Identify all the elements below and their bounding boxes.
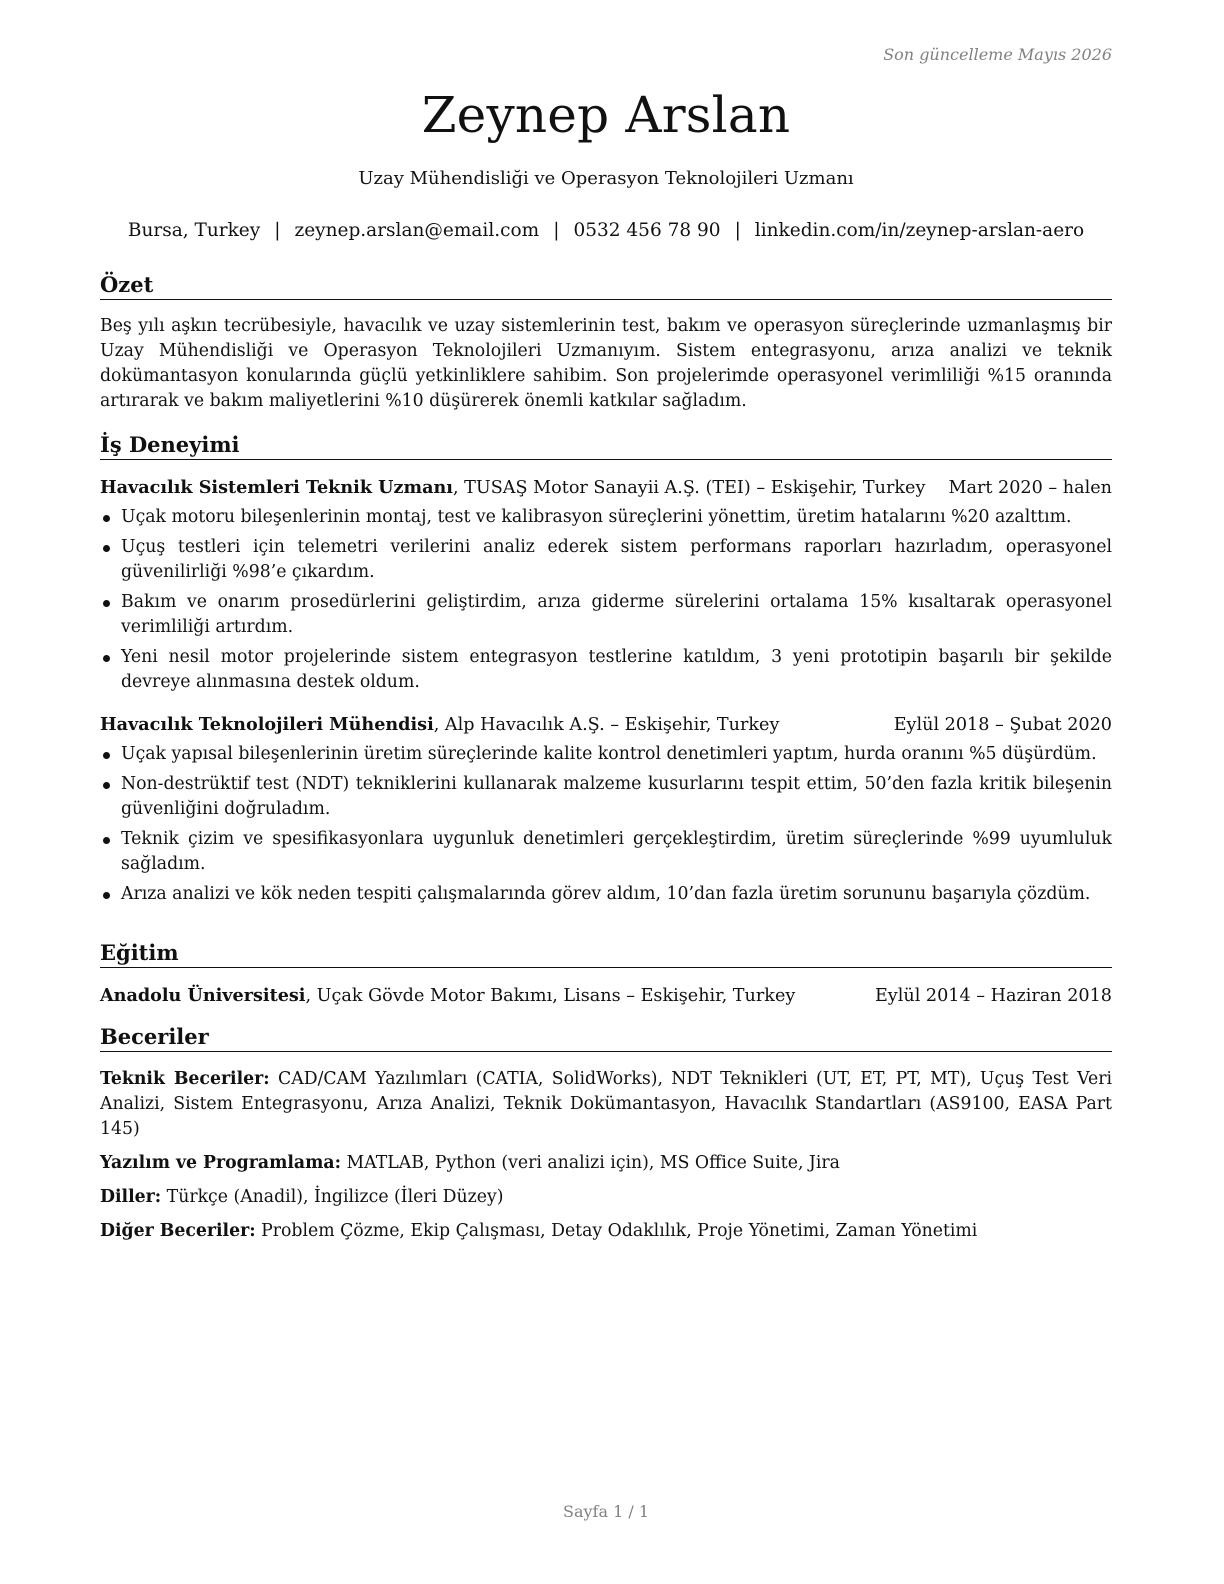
candidate-title: Uzay Mühendisliği ve Operasyon Teknolojileri Uzmanı [358,168,854,189]
job-bullets [100,742,1112,907]
section-title-summary: Özet [100,272,1112,300]
contact-location: Bursa, Turkey [127,220,261,241]
list-item [100,535,1112,585]
bullet-text: Teknik çizim ve spesifikasyonlara uygunluk denetimleri gerçekleştirdim, üretim süreçlerinde %99 uyumluluk sağladım. [121,829,1112,874]
contact-separator: | [274,220,281,241]
education-section [100,940,1112,1009]
candidate-name: Zeynep Arslan [421,86,791,144]
bullet-icon [103,515,110,522]
bullet-text: Arıza analizi ve kök neden tespiti çalışmalarında görev aldım, 10’dan fazla üretim sorununu başarıyla çözdüm. [121,884,1091,904]
bullet-icon [103,837,110,844]
skill-label: Diller: [100,1187,162,1207]
job-role: Havacılık Teknolojileri Mühendisi [100,714,434,735]
bullet-icon [103,782,110,789]
bullet-text: Non-destrüktif test (NDT) tekniklerini kullanarak malzeme kusurlarını tespit ettim, 50’den fazla kritik bileşenin güvenliğini doğruladım. [121,774,1112,819]
list-item [100,742,1112,767]
skill-label: Diğer Beceriler: [100,1221,256,1241]
contact-email[interactable]: zeynep.arslan@email.com [294,220,540,241]
section-title-skills: Beceriler [100,1024,1112,1052]
last-updated: Son güncelleme Mayıs 2026 [883,45,1112,64]
skill-label: Teknik Beceriler: [100,1069,270,1089]
contact-phone[interactable]: 0532 456 78 90 [573,220,721,241]
summary-section [100,272,1112,414]
contact-linkedin[interactable]: linkedin.com/in/zeynep-arslan-aero [754,220,1085,241]
education-school-detail [100,983,795,1009]
contact-separator: | [734,220,741,241]
job-entry [100,475,1112,695]
experience-section [100,432,1112,912]
job-header [100,475,1112,501]
list-item [100,827,1112,877]
skill-line [100,1185,1112,1210]
bullet-text: Uçak motoru bileşenlerinin montaj, test ve kalibrasyon süreçlerini yönettim, üretim hatalarını %20 azalttım. [121,507,1072,527]
skill-text: Türkçe (Anadil), İngilizce (İleri Düzey) [161,1187,504,1207]
job-bullets [100,505,1112,695]
education-detail: , Uçak Gövde Motor Bakımı, Lisans – Eskişehir, Turkey [305,986,796,1006]
bullet-text: Bakım ve onarım prosedürlerini geliştirdim, arıza giderme sürelerini ortalama 15% kısaltarak operasyonel verimliliği artırdım. [121,592,1112,637]
job-company: , Alp Havacılık A.Ş. – Eskişehir, Turkey [433,715,780,735]
contact-line [100,220,1112,241]
list-item [100,505,1112,530]
bullet-icon [103,892,110,899]
bullet-icon [103,600,110,607]
skill-label: Yazılım ve Programlama: [100,1153,341,1173]
list-item [100,645,1112,695]
skill-text: Problem Çözme, Ekip Çalışması, Detay Odaklılık, Proje Yönetimi, Zaman Yönetimi [255,1221,978,1241]
skill-line [100,1151,1112,1176]
contact-separator: | [553,220,560,241]
list-item [100,772,1112,822]
bullet-icon [103,752,110,759]
bullet-icon [103,655,110,662]
job-dates: Eylül 2018 – Şubat 2020 [893,715,1112,735]
skill-text: CAD/CAM Yazılımları (CATIA, SolidWorks), NDT Teknikleri (UT, ET, PT, MT), Uçuş Test Veri Analizi, Sistem Entegrasyonu, Arıza Analizi, Teknik Dokümantasyon, Havacılık Standartları (AS9100, EASA Part 145) [100,1069,1113,1139]
list-item [100,882,1112,907]
job-company: , TUSAŞ Motor Sanayii A.Ş. (TEI) – Eskişehir, Turkey [452,478,926,498]
resume-page [100,0,1112,1584]
list-item [100,590,1112,640]
education-entry [100,983,1112,1009]
education-dates: Eylül 2014 – Haziran 2018 [874,986,1112,1006]
section-title-experience: İş Deneyimi [100,432,1112,460]
skills-section [100,1024,1112,1253]
job-role-company [100,475,925,501]
bullet-icon [103,545,110,552]
summary-text: Beş yılı aşkın tecrübesiyle, havacılık ve uzay sistemlerinin test, bakım ve operasyon süreçlerinde uzmanlaşmış bir Uzay Mühendisliği ve Operasyon Teknolojileri Uzmanıyım. Sistem entegrasyonu, arıza analizi ve teknik dokümantasyon konularında güçlü yetkinliklere sahibim. Son projelerimde operasyonel verimliliği %15 oranında artırarak ve bakım maliyetlerini %10 düşürerek önemli katkılar sağladım. [100,316,1112,411]
skill-line [100,1219,1112,1244]
job-role: Havacılık Sistemleri Teknik Uzmanı [100,477,453,498]
education-school: Anadolu Üniversitesi [100,985,306,1006]
skill-text: MATLAB, Python (veri analizi için), MS Office Suite, Jira [340,1153,840,1173]
bullet-text: Yeni nesil motor projelerinde sistem entegrasyon testlerine katıldım, 3 yeni prototipin başarılı bir şekilde devreye alınmasına destek oldum. [121,647,1112,692]
skills-list [100,1067,1112,1244]
skill-line [100,1067,1112,1142]
job-dates: Mart 2020 – halen [948,478,1112,498]
page-number: Sayfa 1 / 1 [562,1502,649,1521]
section-title-education: Eğitim [100,940,1112,968]
job-role-company [100,712,779,738]
bullet-text: Uçak yapısal bileşenlerinin üretim süreçlerinde kalite kontrol denetimleri yaptım, hurda oranını %5 düşürdüm. [121,744,1097,764]
bullet-text: Uçuş testleri için telemetri verilerini analiz ederek sistem performans raporları hazırladım, operasyonel güvenilirliği %98’e çıkardım. [121,537,1112,582]
job-entry [100,712,1112,907]
job-header [100,712,1112,738]
